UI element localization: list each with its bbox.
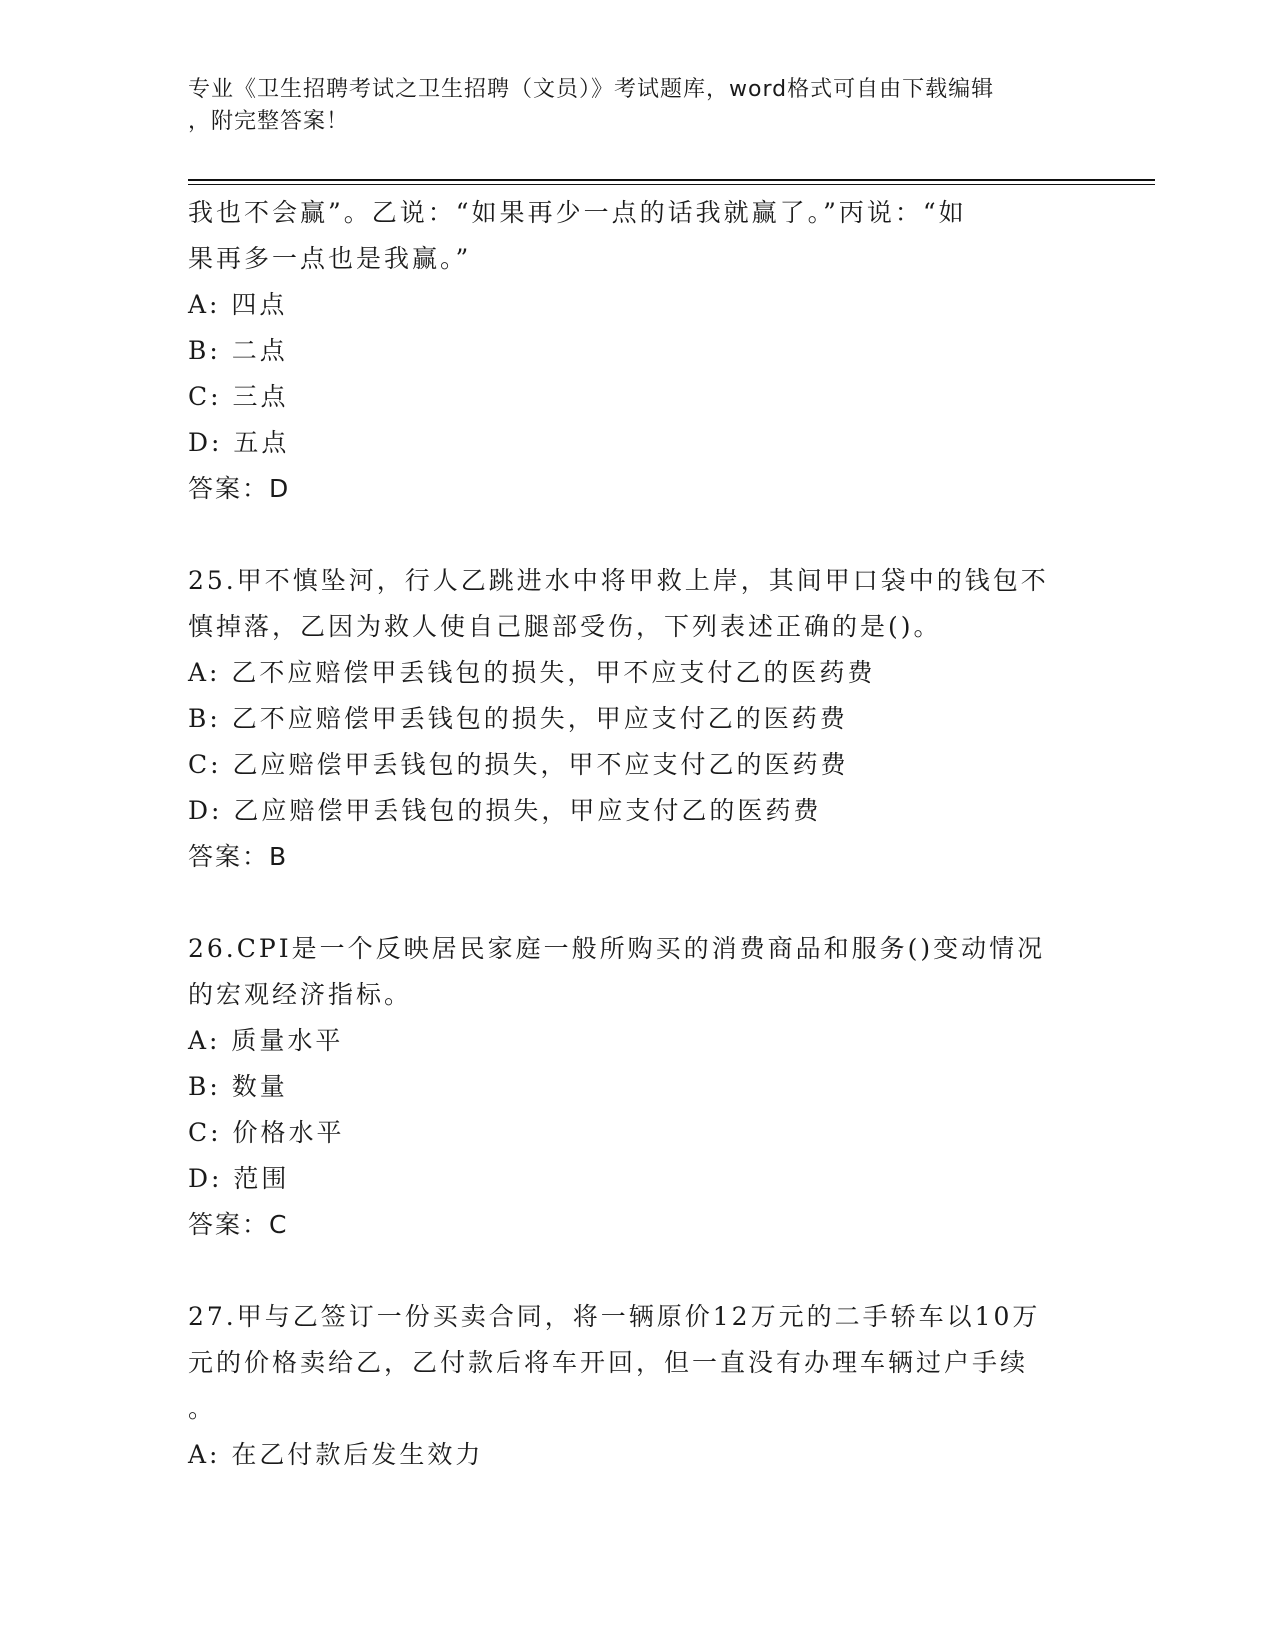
question-25 bbox=[188, 558, 1088, 880]
question-24 bbox=[188, 190, 1088, 512]
question-list bbox=[188, 190, 1088, 1478]
option-c: C: 价格水平 bbox=[188, 1118, 345, 1147]
question-27 bbox=[188, 1294, 1088, 1478]
option-d: D: 五点 bbox=[188, 428, 290, 457]
spacer bbox=[188, 880, 1088, 926]
option-a: A: 质量水平 bbox=[188, 1026, 344, 1055]
question-text-line: 的宏观经济指标。 bbox=[188, 980, 413, 1009]
option-d: D: 范围 bbox=[188, 1164, 290, 1193]
option-b: B: 乙不应赔偿甲丢钱包的损失，甲应支付乙的医药费 bbox=[188, 704, 848, 733]
answer: 答案：C bbox=[188, 1210, 289, 1239]
question-text-line: 元的价格卖给乙，乙付款后将车开回，但一直没有办理车辆过户手续 bbox=[188, 1348, 1029, 1377]
question-26 bbox=[188, 926, 1088, 1248]
option-d: D: 乙应赔偿甲丢钱包的损失，甲应支付乙的医药费 bbox=[188, 796, 822, 825]
question-text-line: 果再多一点也是我赢。” bbox=[188, 244, 472, 273]
question-text-line: 26.CPI是一个反映居民家庭一般所购买的消费商品和服务()变动情况 bbox=[188, 934, 1046, 963]
answer: 答案：B bbox=[188, 842, 289, 871]
answer: 答案：D bbox=[188, 474, 291, 503]
page-header bbox=[188, 74, 1068, 138]
question-text-line: 。 bbox=[188, 1394, 217, 1423]
spacer bbox=[188, 1248, 1088, 1294]
option-c: C: 三点 bbox=[188, 382, 289, 411]
option-a: A: 乙不应赔偿甲丢钱包的损失，甲不应支付乙的医药费 bbox=[188, 658, 876, 687]
option-b: B: 数量 bbox=[188, 1072, 288, 1101]
header-line-2: ，附完整答案！ bbox=[188, 109, 350, 134]
option-b: B: 二点 bbox=[188, 336, 288, 365]
spacer bbox=[188, 512, 1088, 558]
header-line-1: 专业《卫生招聘考试之卫生招聘（文员）》考试题库，word格式可自由下载编辑 bbox=[188, 77, 995, 102]
question-text-line: 慎掉落，乙因为救人使自己腿部受伤，下列表述正确的是()。 bbox=[188, 612, 942, 641]
option-a: A: 在乙付款后发生效力 bbox=[188, 1440, 484, 1469]
question-text-line: 我也不会赢”。乙说：“如果再少一点的话我就赢了。”丙说：“如 bbox=[188, 198, 967, 227]
option-a: A: 四点 bbox=[188, 290, 288, 319]
option-c: C: 乙应赔偿甲丢钱包的损失，甲不应支付乙的医药费 bbox=[188, 750, 849, 779]
header-divider-thin bbox=[188, 184, 1155, 185]
header-divider-thick bbox=[188, 179, 1155, 181]
question-text-line: 27.甲与乙签订一份买卖合同，将一辆原价12万元的二手轿车以10万 bbox=[188, 1302, 1041, 1331]
question-text-line: 25.甲不慎坠河，行人乙跳进水中将甲救上岸，其间甲口袋中的钱包不 bbox=[188, 566, 1049, 595]
